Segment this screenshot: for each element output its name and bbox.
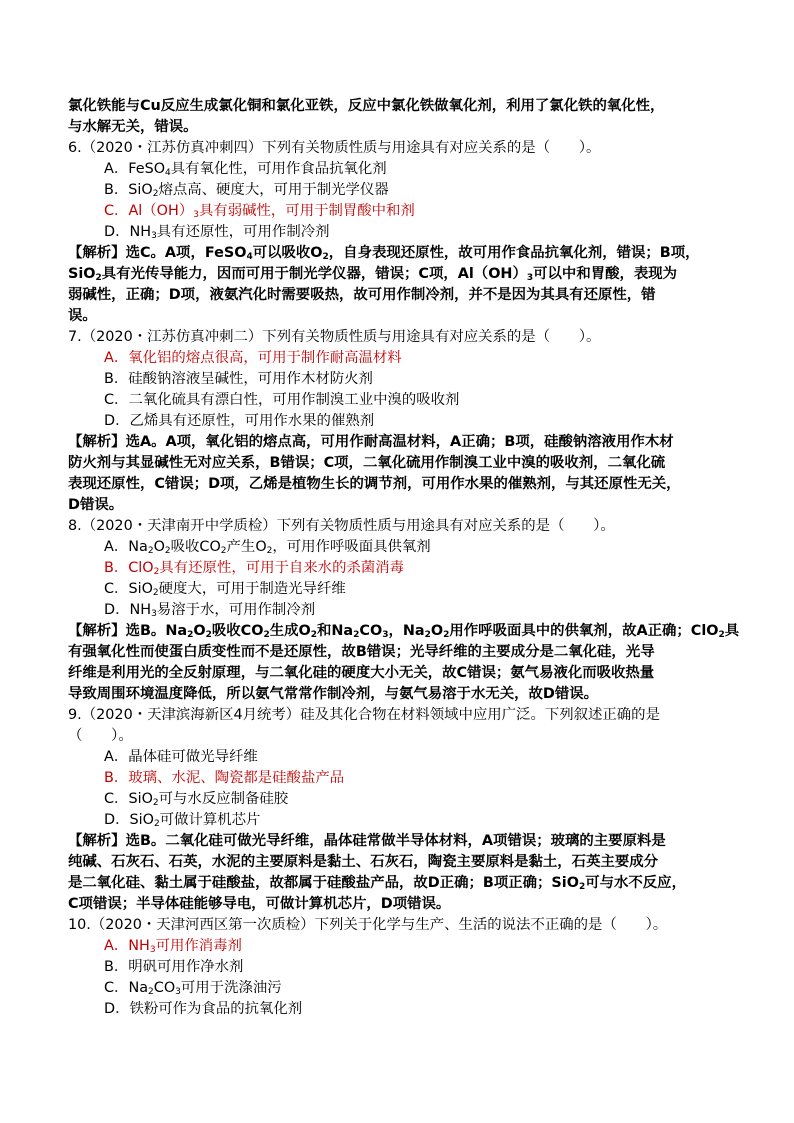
subscript: 3 bbox=[175, 987, 181, 997]
question-6-option-b bbox=[68, 180, 732, 201]
text: 6.（2020・江苏仿真冲刺四）下列有关物质性质与用途具有对应关系的是（ ）。 bbox=[68, 140, 601, 156]
subscript: 2 bbox=[263, 630, 270, 640]
text: D．铁粉可作为食品的抗氧化剂 bbox=[104, 1001, 303, 1017]
text: D．NH bbox=[104, 602, 152, 618]
subscript: 3 bbox=[382, 630, 389, 640]
text: 9.（2020・天津滨海新区4月统考）硅及其化合物在材料领域中应用广泛。下列叙述正确的是 bbox=[68, 707, 660, 723]
text-line bbox=[68, 306, 732, 327]
question-6-analysis bbox=[68, 243, 732, 264]
text: 误。 bbox=[68, 308, 97, 324]
subscript: 4 bbox=[246, 252, 253, 262]
text: 纤维是利用光的全反射原理，与二氧化硅的硬度大小无关，故C错误；氨气易液化而吸收热量 bbox=[68, 665, 655, 681]
analysis-tag: 【解析】 bbox=[68, 833, 126, 849]
text: B．硅酸钠溶液呈碱性，可用作木材防火剂 bbox=[104, 371, 373, 387]
text: 和Na bbox=[316, 623, 354, 639]
question-6-option-d bbox=[68, 222, 732, 243]
text: 导致周围环境温度降低，所以氨气常常作制冷剂，与氨气易溶于水无关，故D错误。 bbox=[68, 686, 599, 702]
question-6-option-a bbox=[68, 159, 732, 180]
text-line bbox=[68, 117, 732, 138]
text: D．乙烯具有还原性，可用作水果的催熟剂 bbox=[104, 413, 375, 429]
text-line bbox=[68, 873, 732, 894]
question-8-option-a bbox=[68, 537, 732, 558]
text: 可与水不反应， bbox=[585, 875, 686, 891]
subscript: 3 bbox=[151, 609, 157, 619]
text: 可与水反应制备硅胶 bbox=[158, 791, 289, 807]
text: 选B。二氧化硅可做光导纤维，晶体硅常做半导体材料，A项错误；玻璃的主要原料是 bbox=[125, 833, 666, 849]
text: 产生O bbox=[226, 539, 267, 555]
question-10-stem bbox=[68, 915, 732, 936]
text: B．ClO bbox=[104, 560, 154, 576]
text: 氯化铁能与Cu反应生成氯化铜和氯化亚铁，反应中氯化铁做氧化剂，利用了氯化铁的氧化性， bbox=[68, 98, 665, 114]
text: D．NH bbox=[104, 224, 152, 240]
question-8-stem bbox=[68, 516, 732, 537]
text: 具有弱碱性，可用于制胃酸中和剂 bbox=[198, 203, 415, 219]
subscript: 2 bbox=[353, 630, 360, 640]
text: 熔点高、硬度大，可用于制光学仪器 bbox=[158, 182, 389, 198]
question-8-option-b-answer bbox=[68, 558, 732, 579]
text: 选A。A项，氧化铝的熔点高，可用作耐高温材料，A正确；B项，硅酸钠溶液用作木材 bbox=[125, 434, 674, 450]
text: 可用作消毒剂 bbox=[155, 938, 242, 954]
text-line bbox=[68, 642, 732, 663]
text: A．晶体硅可做光导纤维 bbox=[104, 749, 258, 765]
question-7-option-b bbox=[68, 369, 732, 390]
text-line bbox=[68, 285, 732, 306]
question-9-option-a bbox=[68, 747, 732, 768]
subscript: 3 bbox=[193, 210, 199, 220]
text: B．玻璃、水泥、陶瓷都是硅酸盐产品 bbox=[104, 770, 345, 786]
text: B．明矾可用作净水剂 bbox=[104, 959, 244, 975]
text: A．氧化铝的熔点很高，可用于制作耐高温材料 bbox=[104, 350, 402, 366]
text: 硬度大，可用于制造光导纤维 bbox=[158, 581, 346, 597]
text: A．Na bbox=[104, 539, 148, 555]
question-7-option-c bbox=[68, 390, 732, 411]
text: C．Na bbox=[104, 980, 149, 996]
text: 纯碱、石灰石、石英，水泥的主要原料是黏土、石灰石，陶瓷主要原料是黏土，石英主要成分 bbox=[68, 854, 659, 870]
subscript: 4 bbox=[165, 168, 171, 178]
text: 10.（2020・天津河西区第一次质检）下列关于化学与生产、生活的说法不正确的是（ ）。 bbox=[68, 917, 668, 933]
question-9-option-b-answer bbox=[68, 768, 732, 789]
question-10-option-c bbox=[68, 978, 732, 999]
question-9-analysis bbox=[68, 831, 732, 852]
text: 选B。Na bbox=[125, 623, 188, 639]
text: C．SiO bbox=[104, 581, 153, 597]
text: 8.（2020・天津南开中学质检）下列有关物质性质与用途具有对应关系的是（ ）。 bbox=[68, 518, 615, 534]
question-10-option-a-answer bbox=[68, 936, 732, 957]
subscript: 3 bbox=[149, 945, 156, 955]
subscript: 2 bbox=[153, 567, 160, 577]
subscript: 2 bbox=[322, 252, 329, 262]
subscript: 2 bbox=[205, 630, 212, 640]
question-7-option-d bbox=[68, 411, 732, 432]
text: C．二氧化硫具有漂白性，可用作制溴工业中溴的吸收剂 bbox=[104, 392, 460, 408]
question-10-option-b bbox=[68, 957, 732, 978]
text: 是二氧化硅、黏土属于硅酸盐，故都属于硅酸盐产品，故D正确；B项正确；SiO bbox=[68, 875, 579, 891]
subscript: 2 bbox=[578, 882, 586, 892]
text: 具有氧化性，可用作食品抗氧化剂 bbox=[170, 161, 387, 177]
text: 有强氧化性而使蛋白质变性而不是还原性，故B错误；光导纤维的主要成分是二氧化硅，光导 bbox=[68, 644, 655, 660]
text-line bbox=[68, 96, 732, 117]
text: C．SiO bbox=[104, 791, 153, 807]
subscript: 2 bbox=[152, 189, 159, 199]
question-6-option-c-answer bbox=[68, 201, 732, 222]
text: 可做计算机芯片 bbox=[159, 812, 261, 828]
subscript: 2 bbox=[164, 546, 171, 556]
text-line bbox=[68, 894, 732, 915]
text-line bbox=[68, 852, 732, 873]
text: 具 bbox=[724, 623, 740, 639]
question-8-option-c bbox=[68, 579, 732, 600]
text: ，自身表现还原性，故可用作食品抗氧化剂，错误；B项， bbox=[328, 245, 700, 261]
subscript: 2 bbox=[266, 546, 273, 556]
text-line bbox=[68, 684, 732, 705]
subscript: 2 bbox=[310, 630, 317, 640]
text-line bbox=[68, 453, 732, 474]
document-page bbox=[68, 96, 740, 1020]
text: A．FeSO bbox=[104, 161, 166, 177]
question-7-option-a-answer bbox=[68, 348, 732, 369]
text: 弱碱性，正确；D项，液氨汽化时需要吸热，故可用作制冷剂，并不是因为其具有还原性，错 bbox=[68, 287, 656, 303]
text: 吸收CO bbox=[170, 539, 221, 555]
text: O bbox=[153, 539, 165, 555]
analysis-tag: 【解析】 bbox=[68, 245, 126, 261]
text: 具有光传导能力，因而可用于制光学仪器，错误；C项，Al（OH） bbox=[101, 266, 527, 282]
subscript: 2 bbox=[187, 630, 194, 640]
question-10-option-d bbox=[68, 999, 732, 1020]
text: D错误。 bbox=[68, 497, 124, 513]
text: SiO bbox=[68, 266, 96, 282]
subscript: 2 bbox=[443, 630, 450, 640]
text: C．Al（OH） bbox=[104, 203, 194, 219]
text: O bbox=[430, 623, 444, 639]
question-6-stem bbox=[68, 138, 732, 159]
text: 可以吸收O bbox=[252, 245, 323, 261]
text: 7.（2020・江苏仿真冲刺二）下列有关物质性质与用途具有对应关系的是（ ）。 bbox=[68, 329, 601, 345]
text: 可以中和胃酸，表现为 bbox=[533, 266, 678, 282]
question-8-option-d bbox=[68, 600, 732, 621]
text: 易溶于水，可用作制冷剂 bbox=[156, 602, 316, 618]
subscript: 2 bbox=[424, 630, 431, 640]
subscript: 2 bbox=[152, 798, 159, 808]
text: B．SiO bbox=[104, 182, 153, 198]
question-7-stem bbox=[68, 327, 732, 348]
text: 选C。A项，FeSO bbox=[125, 245, 247, 261]
subscript: 3 bbox=[151, 231, 157, 241]
text: A．NH bbox=[104, 938, 150, 954]
text-line bbox=[68, 474, 732, 495]
question-9-option-c bbox=[68, 789, 732, 810]
analysis-tag: 【解析】 bbox=[68, 434, 126, 450]
text-line bbox=[68, 663, 732, 684]
subscript: 2 bbox=[153, 819, 160, 829]
subscript: 2 bbox=[152, 588, 159, 598]
text-line bbox=[68, 495, 732, 516]
text: ，Na bbox=[388, 623, 425, 639]
text: 可用于洗涤油污 bbox=[180, 980, 282, 996]
question-8-analysis bbox=[68, 621, 740, 642]
question-7-analysis bbox=[68, 432, 732, 453]
text: 与水解无关，错误。 bbox=[68, 119, 198, 135]
text: CO bbox=[153, 980, 176, 996]
text: 吸收CO bbox=[211, 623, 264, 639]
text: 表现还原性，C错误；D项，乙烯是植物生长的调节剂，可用作水果的催熟剂，与其还原性无关， bbox=[68, 476, 681, 492]
subscript: 2 bbox=[718, 630, 725, 640]
text: （ ）。 bbox=[68, 728, 133, 744]
text: 具有还原性，可用于自来水的杀菌消毒 bbox=[159, 560, 405, 576]
question-9-stem bbox=[68, 705, 732, 726]
text: 防火剂与其显碱性无对应关系，B错误；C项，二氧化硫用作制溴工业中溴的吸收剂，二氧化硫 bbox=[68, 455, 666, 471]
text: D．SiO bbox=[104, 812, 154, 828]
text: C项错误；半导体硅能够导电，可做计算机芯片，D项错误。 bbox=[68, 896, 451, 912]
text-line bbox=[68, 264, 732, 285]
text: O bbox=[193, 623, 206, 639]
subscript: 3 bbox=[526, 273, 534, 283]
subscript: 2 bbox=[148, 987, 154, 997]
question-9-option-d bbox=[68, 810, 732, 831]
subscript: 2 bbox=[220, 546, 227, 556]
subscript: 2 bbox=[95, 273, 102, 283]
text: 生成O bbox=[269, 623, 311, 639]
text-line bbox=[68, 726, 732, 747]
text: 用作呼吸面具中的供氧剂，故A正确；ClO bbox=[449, 623, 719, 639]
text: ，可用作呼吸面具供氧剂 bbox=[272, 539, 431, 555]
subscript: 2 bbox=[147, 546, 154, 556]
text: CO bbox=[359, 623, 383, 639]
text: 具有还原性，可用作制冷剂 bbox=[156, 224, 330, 240]
analysis-tag: 【解析】 bbox=[68, 623, 126, 639]
